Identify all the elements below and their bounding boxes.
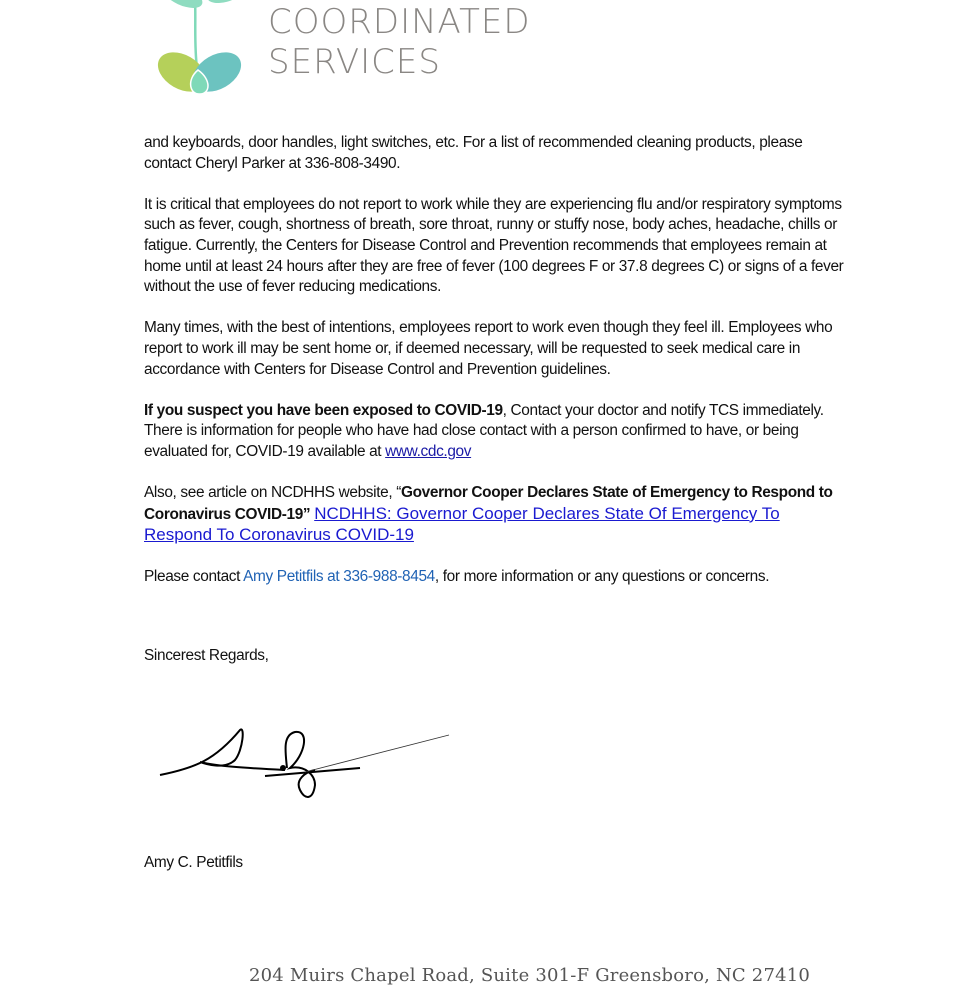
contact-intro: Please contact [144,568,244,586]
ncdhhs-title: Governor Cooper Declares State of Emergency to Respond to Coronavirus COVID-19” [144,484,833,523]
paragraph-cleaning: and keyboards, door handles, light switches, etc. For a list of recommended cleaning products, please contact Cheryl Parker at 336-808-3490. [144,134,803,172]
exposure-text: , Contact your doctor and notify TCS immediately. There is information for people who have had close contact with a person confirmed to have, or being evaluated for, COVID-19 available at [144,401,824,460]
paragraph-exposure [144,401,844,463]
letter-body [144,133,844,609]
contact-rest: , for more information or any questions or concerns. [434,568,770,586]
cdc-link[interactable]: www.cdc.gov [385,442,472,460]
exposure-heading: If you suspect you have been exposed to COVID-19 [144,401,503,419]
ncdhhs-link[interactable]: NCDHHS: Governor Cooper Declares State Of Emergency To Respond To Coronavirus COVID-19 [144,503,780,545]
brand-line-1: COORDINATED [268,2,531,42]
contact-person: Amy Petitfils at 336-988-8454 [243,568,435,586]
brand-line-2: SERVICES [268,42,441,82]
sprout-leaves-icon [150,0,260,100]
signature-icon [155,720,455,805]
paragraph-contact [144,567,844,588]
paragraph-symptoms: It is critical that employees do not report to work while they are experiencing flu and/or respiratory symptoms such as fever, cough, shortness of breath, sore throat, runny or stuffy nose, body aches, headache, chills or fatigue. Currently, the Centers for Disease Control and Prevention recommends that employees remain at home until at least 24 hours after they are free of fever (100 degrees F or 37.8 degrees C) or signs of a fever without the use of fever reducing medications. [144,195,844,296]
paragraph-ill-employees: Many times, with the best of intentions, employees report to work even though they feel ill. Employees who report to work ill may be sent home or, if deemed necessary, will be requested to seek medical care in accordance with Centers for Disease Control and Prevention guidelines. [144,319,833,378]
paragraph-ncdhhs [144,483,844,547]
footer-address: 204 Muirs Chapel Road, Suite 301-F Greensboro, NC 27410 [249,965,811,986]
closing-regards: Sincerest Regards, [144,647,269,664]
signer-name: Amy C. Petitfils [144,854,243,871]
ncdhhs-intro: Also, see article on NCDHHS website, “ [144,484,401,502]
